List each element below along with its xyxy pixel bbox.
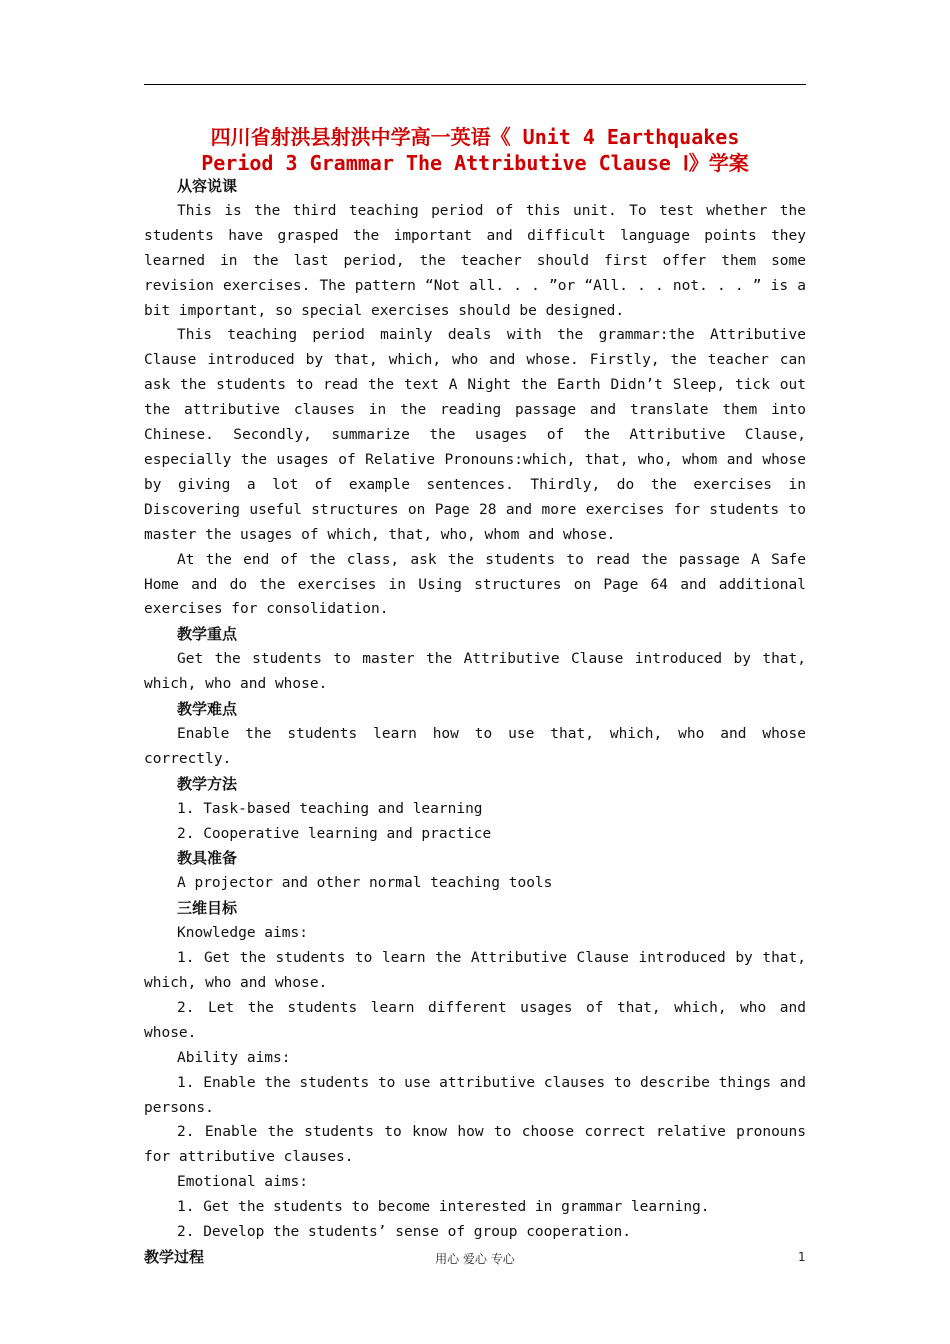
ability-aim-item: 2. Enable the students to know how to choose correct relative pronouns for attributive clauses. — [144, 1124, 806, 1166]
method-item: 2. Cooperative learning and practice — [177, 825, 492, 842]
section-heading-difficulties: 教学难点 — [177, 700, 238, 719]
header-rule — [144, 84, 806, 85]
tools-text: A projector and other normal teaching tools — [177, 875, 553, 892]
section-heading-tools: 教具准备 — [177, 849, 238, 868]
key-points-text: Get the students to master the Attributive Clause introduced by that, which, who and whose. — [144, 651, 806, 693]
knowledge-aim-item: 2. Let the students learn different usages of that, which, who and whose. — [144, 999, 806, 1041]
title-line-1: 四川省射洪县射洪中学高一英语《 Unit 4 Earthquakes — [210, 125, 740, 149]
knowledge-aim-item: 1. Get the students to learn the Attributive Clause introduced by that, which, who and whose. — [144, 950, 806, 991]
section-heading-intro: 从容说课 — [177, 177, 238, 195]
intro-paragraph-2: This teaching period mainly deals with the grammar:the Attributive Clause introduced by that, which, who and whose. Firstly, the teacher can ask the students to read the text A Night the Earth Didn’t Sleep, tick out the attributive clauses in the reading passage and translate them into Chinese. Secondly, summarize the usages of the Attributive Clause, especially the usages of Relative Pronouns:which, that, who, whom and whose by giving a lot of example sentences. Thirdly, do the exercises in Discovering useful structures on Page 28 and more exercises for students to master the usages of which, that, who, whom and whose. — [144, 327, 806, 543]
method-item: 1. Task-based teaching and learning — [177, 800, 483, 817]
document-title — [144, 124, 806, 176]
emotional-aims-label: Emotional aims: — [177, 1174, 308, 1191]
section-heading-key-points: 教学重点 — [177, 625, 238, 644]
footer-motto: 用心 爱心 专心 — [435, 1252, 515, 1266]
ability-aim-item: 1. Enable the students to use attributive clauses to describe things and persons. — [144, 1074, 806, 1116]
emotional-aim-item: 2. Develop the students’ sense of group cooperation. — [177, 1224, 631, 1241]
page-number: 1 — [798, 1250, 806, 1264]
difficulties-text: Enable the students learn how to use that, which, who and whose correctly. — [144, 725, 806, 767]
intro-paragraph-3: At the end of the class, ask the students to read the passage A Safe Home and do the exercises in Using structures on Page 64 and additional exercises for consolidation. — [144, 551, 806, 618]
page-footer — [0, 1248, 950, 1268]
document-body — [144, 174, 806, 1270]
ability-aims-label: Ability aims: — [177, 1049, 291, 1066]
emotional-aim-item: 1. Get the students to become interested in grammar learning. — [177, 1199, 710, 1216]
intro-paragraph-1: This is the third teaching period of this unit. To test whether the students have grasped the important and difficult language points they learned in the last period, the teacher should first offer them some revision exercises. The pattern “Not all. . . ”or “All. . . not. . . ” is a bit important, so special exercises should be designed. — [144, 202, 806, 319]
section-heading-methods: 教学方法 — [177, 774, 238, 793]
title-line-2: Period 3 Grammar The Attributive Clause Ⅰ》学案 — [201, 151, 749, 175]
section-heading-process: 教学过程 — [144, 1247, 205, 1266]
section-heading-aims: 三维目标 — [177, 899, 238, 918]
knowledge-aims-label: Knowledge aims: — [177, 925, 308, 942]
